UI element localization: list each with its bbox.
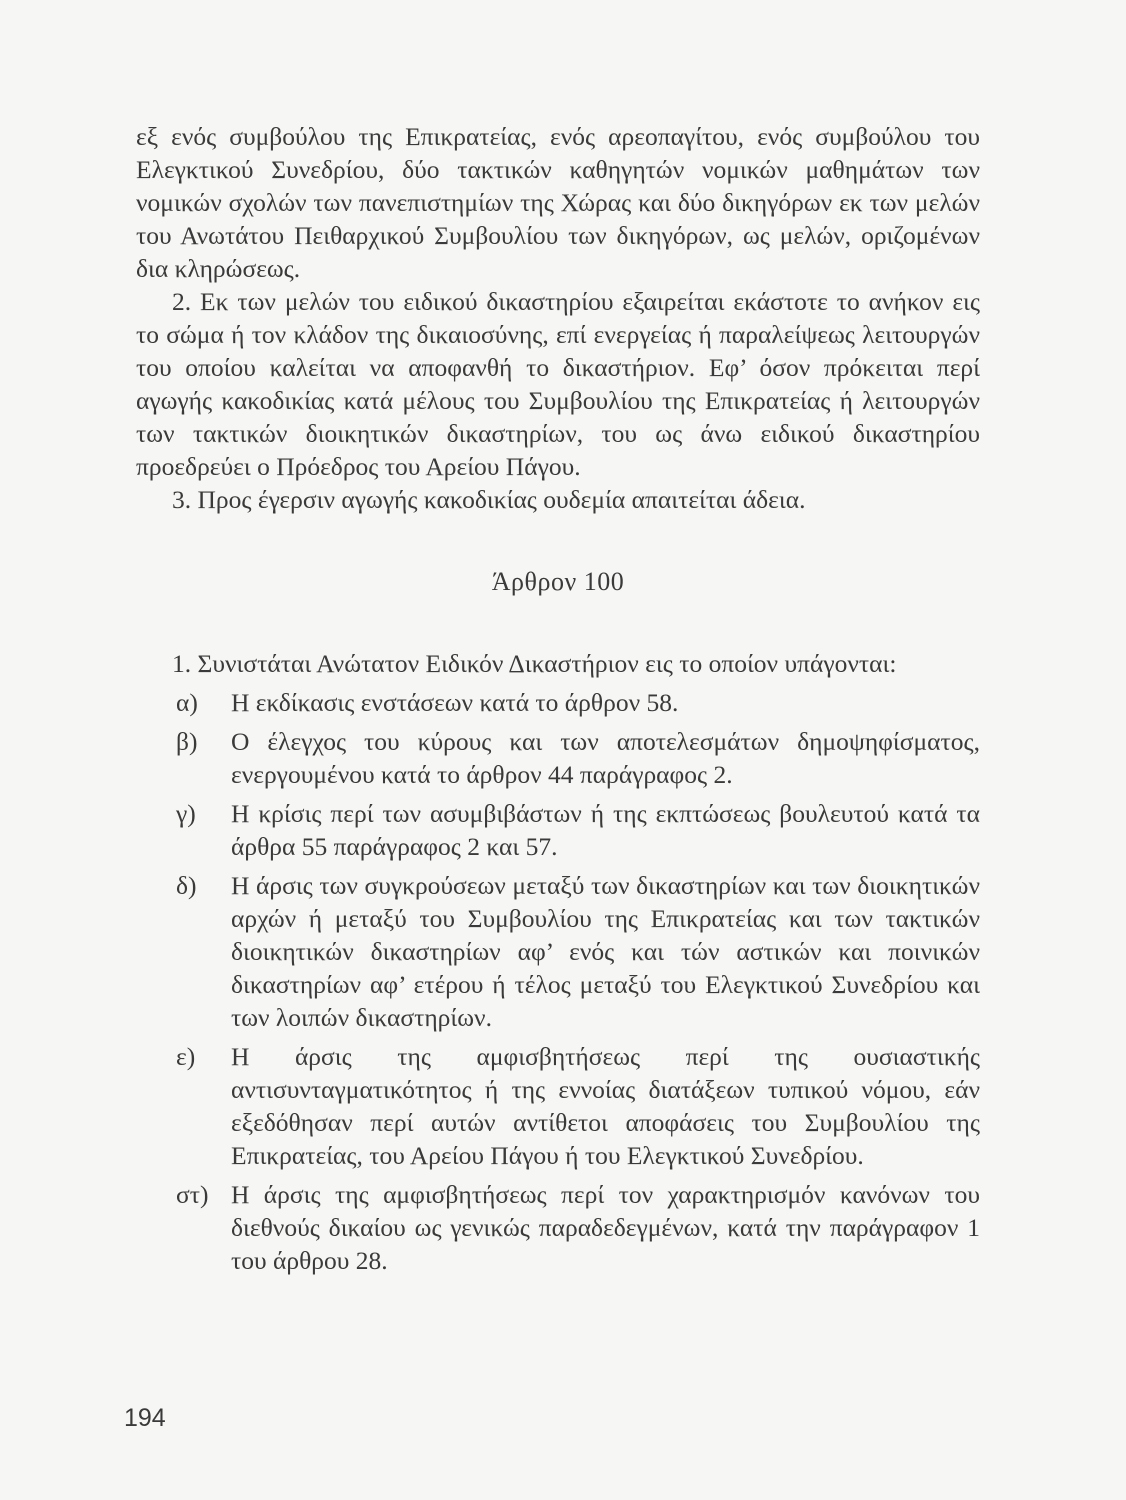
list-item-label: β) — [176, 727, 198, 756]
list-item-label: γ) — [176, 799, 196, 828]
list-item-label: α) — [176, 688, 198, 717]
list-item-text: Η άρσις των συγκρούσεων μεταξύ των δικαστηρίων και των διοικητικών αρχών ή μεταξύ του Συμβουλίου της Επικρατείας και των τακτικών διοικητικών δικαστηρίων αφ’ ενός και τών αστικών και ποινικών δικαστηρίων αφ’ ετέρου ή τέλος μεταξύ του Ελεγκτικού Συνεδρίου και των λοιπών δικαστηρίων. — [231, 871, 980, 1032]
list-item-text: Η άρσις της αμφισβητήσεως περί τον χαρακτηρισμόν κανόνων του διεθνούς δικαίου ως γενικώς παραδεδεγμένων, κατά την παράγραφον 1 του άρθρου 28. — [231, 1180, 980, 1275]
page-body — [136, 120, 980, 1277]
list-item-st — [136, 1178, 980, 1277]
list-item-e — [136, 1040, 980, 1172]
article-intro: 1. Συνιστάται Ανώτατον Ειδικόν Δικαστήριον εις το οποίον υπάγονται: — [172, 649, 897, 678]
list-item-b — [136, 725, 980, 791]
list-item-text: Η άρσις της αμφισβητήσεως περί της ουσιαστικής αντισυνταγματικότητος ή της εννοίας διατάξεων τυπικού νόμου, εάν εξεδόθησαν περί αυτών αντίθετοι αποφάσεις του Συμβουλίου της Επικρατείας, του Αρείου Πάγου ή του Ελεγκτικού Συνεδρίου. — [231, 1042, 980, 1170]
page-number: 194 — [124, 1404, 166, 1432]
list-item-label: ε) — [176, 1042, 196, 1071]
paragraph-3: 3. Προς έγερσιν αγωγής κακοδικίας ουδεμία απαιτείται άδεια. — [172, 485, 806, 514]
article-heading: Άρθρον 100 — [491, 567, 625, 596]
list-item-c — [136, 797, 980, 863]
list-item-a — [136, 686, 980, 719]
list-item-label: δ) — [176, 871, 197, 900]
list-item-label: στ) — [176, 1180, 209, 1209]
paragraph-2: 2. Εκ των μελών του ειδικού δικαστηρίου εξαιρείται εκάστοτε το ανήκον εις το σώμα ή τον κλάδον της δικαιοσύνης, επί ενεργείας ή παραλείψεως λειτουργών του οποίου καλείται να αποφανθή το δικαστήριον. Εφ’ όσον πρόκειται περί αγωγής κακοδικίας κατά μέλους του Συμβουλίου της Επικρατείας ή λειτουργών των τακτικών διοικητικών δικαστηρίων, του ως άνω ειδικού δικαστηρίου προεδρεύει ο Πρόεδρος του Αρείου Πάγου. — [136, 287, 980, 481]
continuation-paragraph: εξ ενός συμβούλου της Επικρατείας, ενός αρεοπαγίτου, ενός συμβούλου του Ελεγκτικού Συνεδρίου, δύο τακτικών καθηγητών νομικών μαθημάτων των νομικών σχολών των πανεπιστημίων της Χώρας και δύο δικηγόρων εκ των μελών του Ανωτάτου Πειθαρχικού Συμβουλίου των δικηγόρων, ως μελών, οριζομένων δια κληρώσεως. — [136, 122, 980, 283]
list-item-text: Η κρίσις περί των ασυμβιβάστων ή της εκπτώσεως βουλευτού κατά τα άρθρα 55 παράγραφος 2 και 57. — [231, 799, 980, 861]
list-item-text: Ο έλεγχος του κύρους και των αποτελεσμάτων δημοψηφίσματος, ενεργουμένου κατά το άρθρον 44 παράγραφος 2. — [231, 727, 980, 789]
list-item-text: Η εκδίκασις ενστάσεων κατά το άρθρον 58. — [231, 688, 679, 717]
list-item-d — [136, 869, 980, 1034]
